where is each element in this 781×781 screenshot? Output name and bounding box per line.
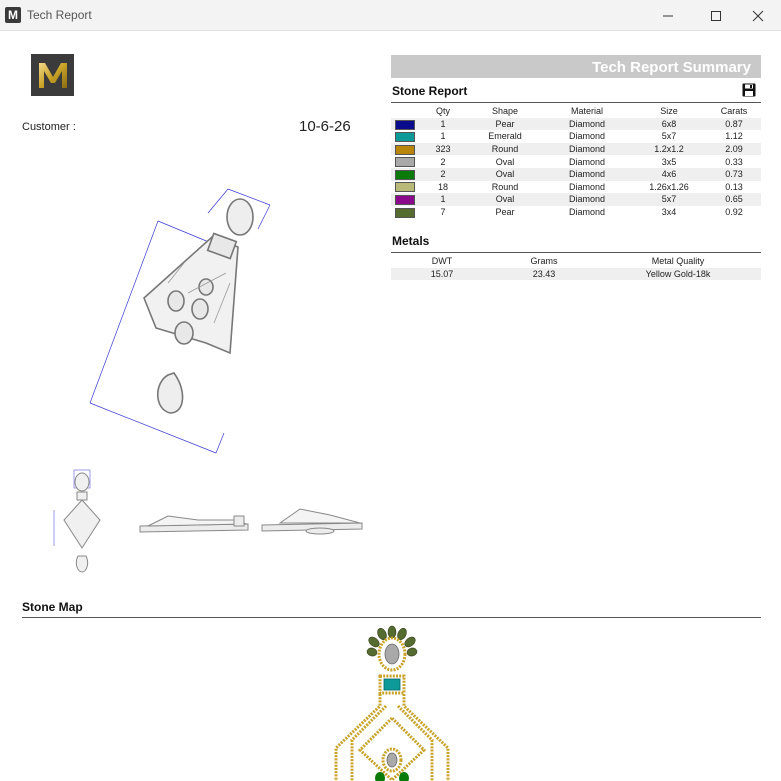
table-row [391,268,761,281]
back-view-thumbnail [260,503,365,535]
shape-cell: Pear [495,207,515,218]
qty-cell: 7 [440,207,446,218]
stone-map-rule [22,617,761,618]
stone-color-swatch [395,170,415,180]
column-header-size: Size [660,106,678,117]
shape-cell: Oval [467,193,543,206]
stone-map-title: Stone Map [22,600,83,614]
stone-color-swatch [395,208,415,218]
qty-cell: 1 [440,131,446,142]
stone-report-title: Stone Report [392,84,468,98]
carats-cell: 0.65 [707,193,761,206]
shape-cell: Round [491,181,519,192]
stone-color-swatch [395,145,415,155]
carats-cell: 0.13 [725,181,743,192]
material-cell: Diamond [543,168,631,181]
material-cell: Diamond [543,143,631,156]
column-header-carats: Carats [720,106,748,117]
stone-report-table [391,105,761,218]
table-row [391,118,761,131]
size-cell: 6x8 [631,118,707,131]
carats-cell: 2.09 [707,143,761,156]
material-cell: Diamond [568,207,606,218]
metals-rule [391,252,761,253]
stone-color-swatch [395,157,415,167]
metals-table [391,255,761,280]
close-icon [752,10,764,22]
app-logo-icon: M [5,7,21,23]
size-cell: 3x5 [661,156,677,167]
column-header-dwt: DWT [431,256,453,267]
qty-cell: 323 [419,143,467,156]
table-row [391,155,761,168]
size-cell: 5x7 [631,193,707,206]
maximize-icon [710,10,722,22]
dwt-cell: 15.07 [391,268,493,281]
window-title: Tech Report [27,8,92,22]
stone-color-swatch [395,120,415,130]
stone-map-diagram [330,622,454,781]
shape-cell: Pear [467,118,543,131]
carats-cell: 0.92 [725,207,743,218]
table-row [391,206,761,219]
qty-cell: 18 [437,181,448,192]
size-cell: 1.2x1.2 [631,143,707,156]
size-cell: 5x7 [661,131,677,142]
qty-cell: 2 [440,156,446,167]
material-cell: Diamond [568,181,606,192]
pendant-drawing [88,183,278,455]
minimize-icon [662,10,674,22]
qty-cell: 1 [419,193,467,206]
table-row [391,168,761,181]
minimize-button[interactable] [645,0,691,31]
carats-cell: 0.87 [707,118,761,131]
stone-report-header-row [391,105,761,118]
m-logo-icon [36,61,70,89]
column-header-material: Material [570,106,603,117]
column-header-swatch [391,105,419,118]
side-view-thumbnail [138,506,250,534]
metal-quality-cell: Yellow Gold-18k [595,268,761,281]
material-cell: Diamond [543,118,631,131]
size-cell: 4x6 [631,168,707,181]
material-cell: Diamond [568,131,606,142]
front-view-thumbnail [48,468,110,578]
carats-cell: 0.73 [707,168,761,181]
column-header-shape: Shape [491,106,519,117]
customer-label: Customer : [22,121,76,133]
title-bar [0,0,781,31]
size-cell: 3x4 [661,207,677,218]
material-cell: Diamond [568,156,606,167]
column-header-metal-quality: Metal Quality [651,256,705,267]
table-row [391,130,761,143]
company-logo [31,54,74,96]
close-button[interactable] [735,0,781,31]
table-row [391,193,761,206]
qty-cell: 1 [419,118,467,131]
carats-cell: 1.12 [725,131,743,142]
shape-cell: Oval [467,168,543,181]
table-row [391,143,761,156]
stone-color-swatch [395,182,415,192]
shape-cell: Emerald [488,131,522,142]
stone-report-rule [391,102,761,103]
carats-cell: 0.33 [725,156,743,167]
shape-cell: Oval [495,156,515,167]
metals-title: Metals [392,234,430,248]
material-cell: Diamond [543,193,631,206]
table-row [391,181,761,194]
shape-cell: Round [467,143,543,156]
stone-color-swatch [395,195,415,205]
qty-cell: 2 [419,168,467,181]
column-header-qty: Qty [435,106,450,117]
metals-header-row [391,255,761,268]
maximize-button[interactable] [693,0,739,31]
report-date: 10-6-26 [299,118,351,135]
size-cell: 1.26x1.26 [649,181,689,192]
column-header-grams: Grams [530,256,558,267]
summary-header: Tech Report Summary [391,55,761,78]
save-icon[interactable] [742,83,756,97]
grams-cell: 23.43 [493,268,595,281]
stone-color-swatch [395,132,415,142]
